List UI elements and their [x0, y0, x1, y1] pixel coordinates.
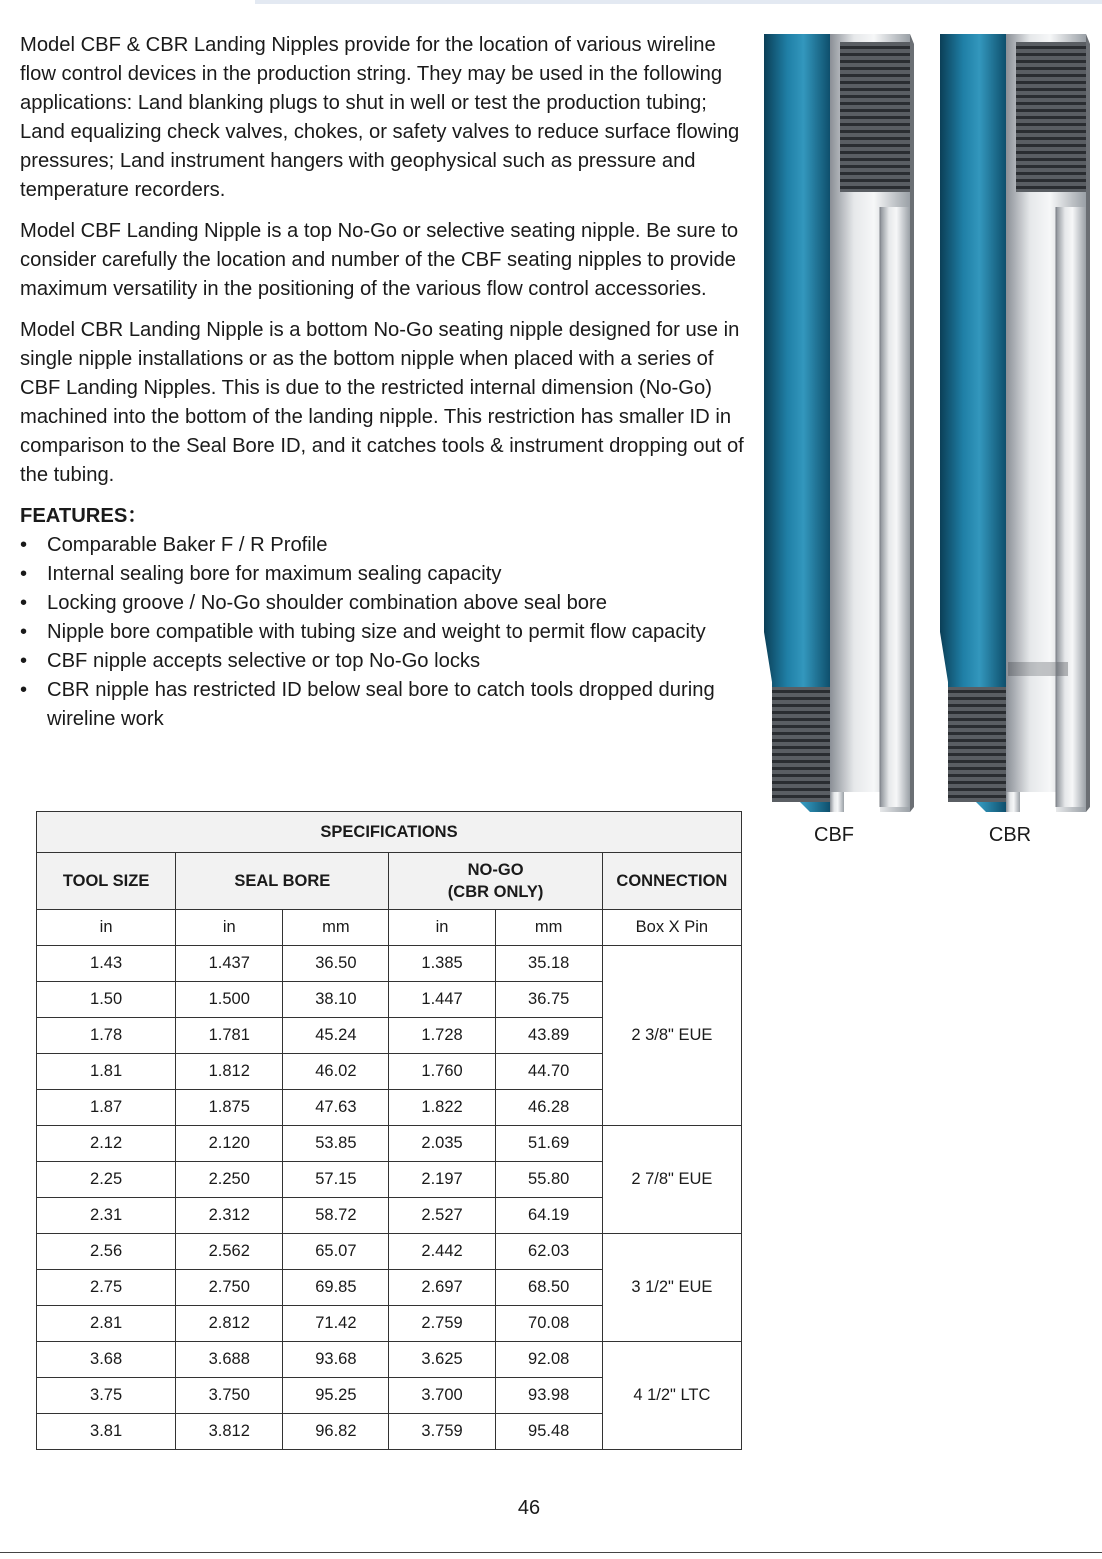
table-cell: 43.89 — [495, 1018, 602, 1054]
connection-cell: 2 3/8" EUE — [602, 946, 741, 1126]
cbr-label: CBR — [988, 824, 1032, 846]
table-cell: 96.82 — [283, 1414, 389, 1450]
table-cell: 3.81 — [37, 1414, 176, 1450]
table-cell: 2.442 — [389, 1234, 495, 1270]
connection-cell: 3 1/2" EUE — [602, 1234, 741, 1342]
table-cell: 2.120 — [176, 1126, 283, 1162]
table-cell: 2.562 — [176, 1234, 283, 1270]
table-cell: 93.98 — [495, 1378, 602, 1414]
header-connection: CONNECTION — [602, 853, 741, 910]
table-cell: 2.12 — [37, 1126, 176, 1162]
table-cell: 2.25 — [37, 1162, 176, 1198]
features-heading: FEATURES： — [20, 505, 148, 527]
table-cell: 1.78 — [37, 1018, 176, 1054]
table-cell: 65.07 — [283, 1234, 389, 1270]
table-cell: 55.80 — [495, 1162, 602, 1198]
header-seal-bore: SEAL BORE — [176, 853, 389, 910]
table-cell: 69.85 — [283, 1270, 389, 1306]
table-cell: 58.72 — [283, 1198, 389, 1234]
table-cell: 1.781 — [176, 1018, 283, 1054]
unit-cell: mm — [283, 910, 389, 946]
table-cell: 95.48 — [495, 1414, 602, 1450]
unit-cell: mm — [495, 910, 602, 946]
table-cell: 62.03 — [495, 1234, 602, 1270]
table-cell: 1.447 — [389, 982, 495, 1018]
table-cell: 1.87 — [37, 1090, 176, 1126]
table-cell: 35.18 — [495, 946, 602, 982]
table-cell: 3.759 — [389, 1414, 495, 1450]
unit-cell: in — [37, 910, 176, 946]
header-no-go — [389, 853, 602, 910]
cbr-nipple-illustration — [938, 32, 1093, 817]
table-cell: 2.197 — [389, 1162, 495, 1198]
features-list — [20, 531, 745, 734]
table-cell: 1.760 — [389, 1054, 495, 1090]
unit-cell: Box X Pin — [602, 910, 741, 946]
table-cell: 2.035 — [389, 1126, 495, 1162]
intro-paragraph-2: Model CBF Landing Nipple is a top No-Go or selective seating nipple. Be sure to consider carefully the location and number of the CBF seating nipples to provide maximum versatility in the positioning of the various flow control accessories. — [20, 220, 739, 300]
table-cell: 36.75 — [495, 982, 602, 1018]
cbf-nipple-illustration — [762, 32, 917, 817]
table-cell: 1.81 — [37, 1054, 176, 1090]
table-cell: 53.85 — [283, 1126, 389, 1162]
table-cell: 3.688 — [176, 1342, 283, 1378]
table-cell: 70.08 — [495, 1306, 602, 1342]
table-cell: 2.81 — [37, 1306, 176, 1342]
table-cell: 95.25 — [283, 1378, 389, 1414]
intro-paragraph-1: Model CBF & CBR Landing Nipples provide for the location of various wireline flow control devices in the production string. They may be used in the following applications: Land blanking plugs to shut in well or test the production tubing; Land equalizing check valves, chokes, or safety valves to reduce surface flowing pressures; Land instrument hangers with geophysical such as pressure and temperature recorders. — [20, 34, 740, 201]
table-cell: 44.70 — [495, 1054, 602, 1090]
table-cell: 57.15 — [283, 1162, 389, 1198]
specifications-body — [37, 946, 742, 1450]
table-title: SPECIFICATIONS — [37, 812, 742, 853]
table-cell: 92.08 — [495, 1342, 602, 1378]
connection-cell: 4 1/2" LTC — [602, 1342, 741, 1450]
table-cell: 3.625 — [389, 1342, 495, 1378]
table-cell: 1.385 — [389, 946, 495, 982]
unit-cell: in — [389, 910, 495, 946]
bottom-rule — [0, 1552, 1102, 1553]
table-row — [37, 946, 742, 982]
table-cell: 64.19 — [495, 1198, 602, 1234]
feature-item: • Internal sealing bore for maximum sealing capacity — [20, 560, 745, 589]
table-cell: 1.500 — [176, 982, 283, 1018]
cbf-label: CBF — [814, 824, 854, 846]
table-cell: 1.822 — [389, 1090, 495, 1126]
header-no-go-line1: NO-GO — [467, 861, 524, 879]
feature-item: • Comparable Baker F / R Profile — [20, 531, 745, 560]
table-cell: 51.69 — [495, 1126, 602, 1162]
table-cell: 2.527 — [389, 1198, 495, 1234]
specifications-table — [36, 811, 742, 1450]
table-cell: 46.28 — [495, 1090, 602, 1126]
table-cell: 93.68 — [283, 1342, 389, 1378]
table-cell: 3.68 — [37, 1342, 176, 1378]
text-column — [20, 31, 745, 734]
table-cell: 2.312 — [176, 1198, 283, 1234]
table-cell: 1.43 — [37, 946, 176, 982]
top-rule — [255, 0, 1102, 4]
table-cell: 2.812 — [176, 1306, 283, 1342]
table-cell: 68.50 — [495, 1270, 602, 1306]
table-row — [37, 1342, 742, 1378]
table-cell: 1.812 — [176, 1054, 283, 1090]
connection-cell: 2 7/8" EUE — [602, 1126, 741, 1234]
table-cell: 2.56 — [37, 1234, 176, 1270]
table-cell: 71.42 — [283, 1306, 389, 1342]
table-cell: 2.750 — [176, 1270, 283, 1306]
table-cell: 46.02 — [283, 1054, 389, 1090]
table-cell: 3.700 — [389, 1378, 495, 1414]
table-cell: 3.750 — [176, 1378, 283, 1414]
table-cell: 1.728 — [389, 1018, 495, 1054]
feature-item: • CBR nipple has restricted ID below seal bore to catch tools dropped during wireline work — [20, 676, 745, 734]
unit-cell: in — [176, 910, 283, 946]
table-cell: 2.250 — [176, 1162, 283, 1198]
table-cell: 3.75 — [37, 1378, 176, 1414]
feature-item: • Nipple bore compatible with tubing size and weight to permit flow capacity — [20, 618, 745, 647]
table-row — [37, 1126, 742, 1162]
table-cell: 1.875 — [176, 1090, 283, 1126]
table-cell: 36.50 — [283, 946, 389, 982]
feature-item: • CBF nipple accepts selective or top No-Go locks — [20, 647, 745, 676]
page-number: 46 — [517, 1497, 541, 1519]
header-tool-size: TOOL SIZE — [37, 853, 176, 910]
table-cell: 38.10 — [283, 982, 389, 1018]
table-cell: 3.812 — [176, 1414, 283, 1450]
header-no-go-line2: (CBR ONLY) — [447, 883, 544, 901]
table-cell: 2.759 — [389, 1306, 495, 1342]
table-cell: 2.75 — [37, 1270, 176, 1306]
table-cell: 1.50 — [37, 982, 176, 1018]
feature-item: • Locking groove / No-Go shoulder combination above seal bore — [20, 589, 745, 618]
table-cell: 47.63 — [283, 1090, 389, 1126]
table-cell: 2.31 — [37, 1198, 176, 1234]
intro-paragraph-3: Model CBR Landing Nipple is a bottom No-Go seating nipple designed for use in single nipple installations or as the bottom nipple when placed with a series of CBF Landing Nipples. This is due to the restricted internal dimension (No-Go) machined into the bottom of the landing nipple. This restriction has smaller ID in comparison to the Seal Bore ID, and it catches tools & instrument dropping out of the tubing. — [20, 319, 744, 486]
table-cell: 2.697 — [389, 1270, 495, 1306]
table-row — [37, 1234, 742, 1270]
table-cell: 45.24 — [283, 1018, 389, 1054]
table-cell: 1.437 — [176, 946, 283, 982]
